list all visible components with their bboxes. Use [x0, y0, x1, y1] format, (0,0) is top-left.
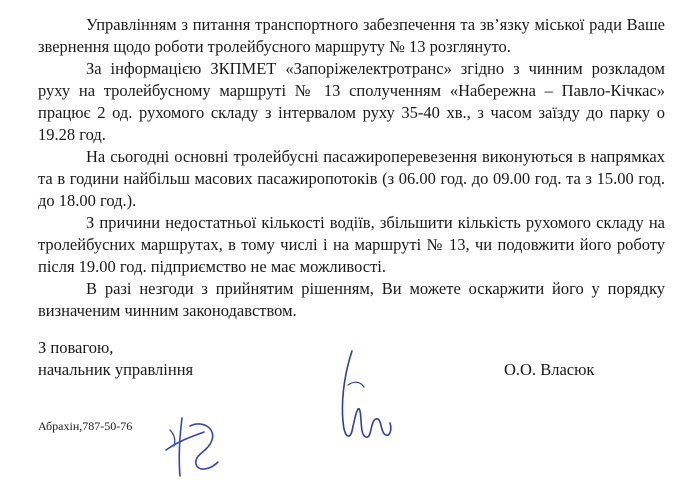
handwritten-signature — [330, 345, 410, 445]
closing-block — [38, 337, 193, 381]
paragraph-5: В разі незгоди з прийнятим рішенням, Ви можете оскаржити його у порядку визначеним чинним законодавством. — [38, 279, 665, 320]
closing-greeting: З повагою, — [38, 338, 114, 357]
signer-name: О.О. Власюк — [504, 360, 595, 379]
signer-position: начальник управління — [38, 360, 194, 379]
paragraph-4: З причини недостатньої кількості водіїв, збільшити кількість рухомого складу на тролейбусних маршрутах, в тому числі і на маршруті № 13, чи подовжити його роботу після 19.00 год. підприємство не має можливості. — [38, 213, 665, 276]
paragraph-3: На сьогодні основні тролейбусні пасажироперевезення виконуються в напрямках та в години найбільш масових пасажиропотоків (з 06.00 год. до 09.00 год. та з 15.00 год. до 18.00 год.). — [38, 147, 665, 210]
letter-body — [38, 14, 665, 322]
paragraph-1: Управлінням з питання транспортного забезпечення та зв’язку міської ради Ваше звернення щодо роботи тролейбусного маршруту № 13 розглянуто. — [38, 15, 665, 56]
initials-mark — [160, 410, 230, 482]
executor-contact: Абрахін,787-50-76 — [38, 419, 133, 433]
paragraph-2: За інформацією ЗКПМЕТ «Запоріжелектротранс» згідно з чинним розкладом руху на тролейбусному маршруті № 13 сполученням «Набережна – Павло-Кічкас» працює 2 од. рухомого складу з інтервалом руху 35-40 хв., з часом заїзду до парку о 19.28 год. — [38, 59, 665, 144]
